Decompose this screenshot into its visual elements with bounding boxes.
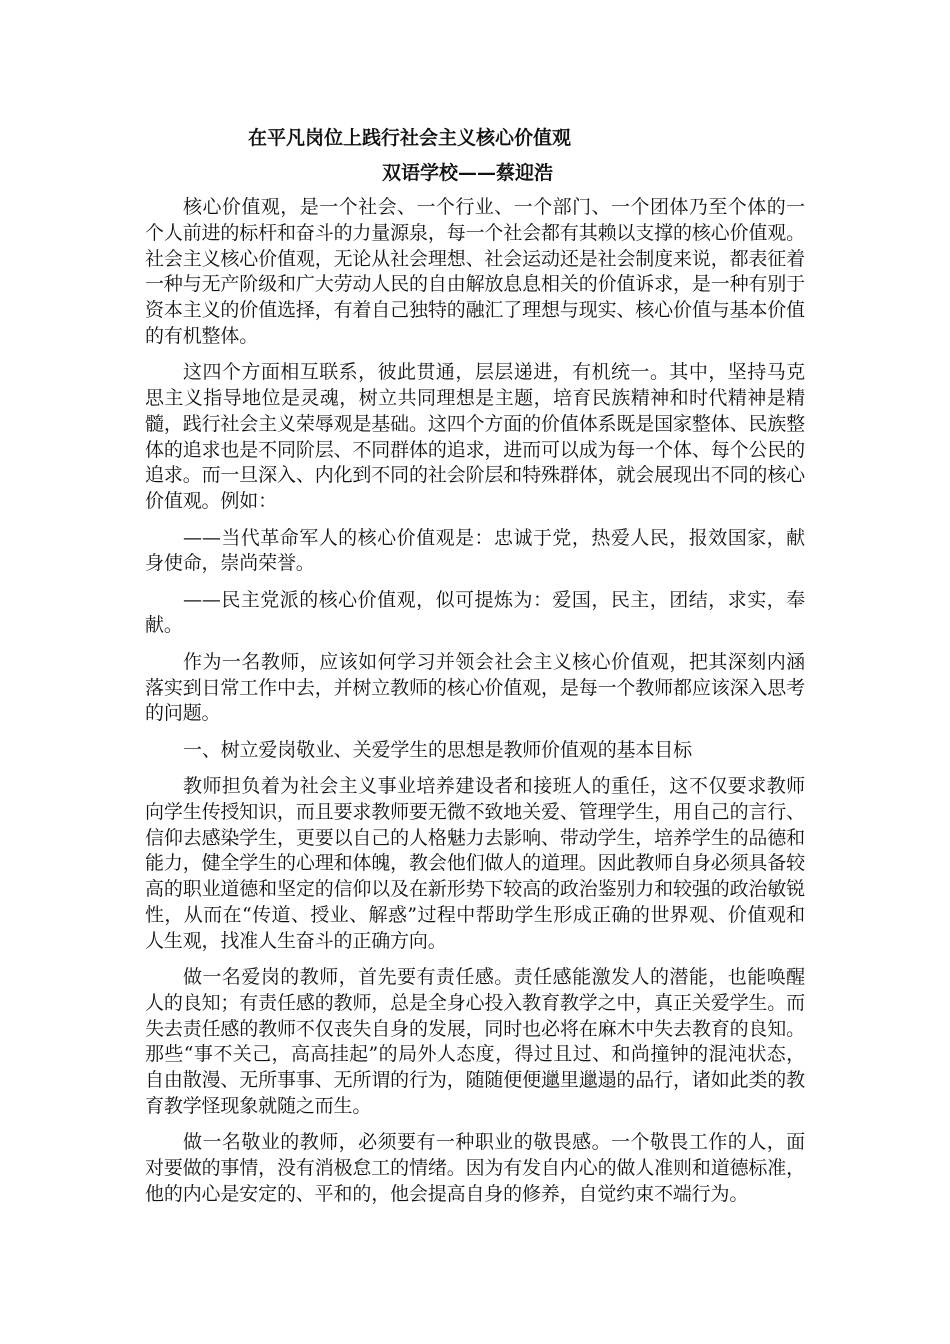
document-body xyxy=(145,195,805,1218)
document-title: 在平凡岗位上践行社会主义核心价值观 xyxy=(248,127,572,149)
paragraph: ——当代革命军人的核心价值观是：忠诚于党，热爱人民，报效国家，献身使命，崇尚荣誉。 xyxy=(145,526,805,575)
paragraph: 教师担负着为社会主义事业培养建设者和接班人的重任，这不仅要求教师向学生传授知识，而且要求教师要无微不致地关爱、管理学生，用自己的言行、信仰去感染学生，更要以自己的人格魅力去影响、带动学生，培养学生的品德和能力，健全学生的心理和体魄，教会他们做人的道理。因此教师自身必须具备较高的职业道德和坚定的信仰以及在新形势下较高的政治鉴别力和较强的政治敏锐性，从而在“传道、授业、解惑”过程中帮助学生形成正确的世界观、价值观和人生观，找准人生奋斗的正确方向。 xyxy=(145,774,805,952)
section-heading: 一、树立爱岗敬业、关爱学生的思想是教师价值观的基本目标 xyxy=(183,738,692,761)
paragraph: 做一名敬业的教师，必须要有一种职业的敬畏感。一个敬畏工作的人，面对要做的事情，没有消极怠工的情绪。因为有发自内心的做人准则和道德标准，他的内心是安定的、平和的，他会提高自身的修养，自觉约束不端行为。 xyxy=(145,1131,805,1205)
paragraph: 作为一名教师，应该如何学习并领会社会主义核心价值观，把其深刻内涵落实到日常工作中去，并树立教师的核心价值观，是每一个教师都应该深入思考的问题。 xyxy=(145,650,805,725)
paragraph: 这四个方面相互联系，彼此贯通，层层递进，有机统一。其中，坚持马克思主义指导地位是灵魂，树立共同理想是主题，培育民族精神和时代精神是精髓，践行社会主义荣辱观是基础。这四个方面的价值体系既是国家整体、民族整体的追求也是不同阶层、不同群体的追求，进而可以成为每一个体、每个公民的追求。而一旦深入、内化到不同的社会阶层和特殊群体，就会展现出不同的核心价值观。例如： xyxy=(145,361,805,513)
paragraph: 做一名爱岗的教师，首先要有责任感。责任感能激发人的潜能，也能唤醒人的良知；有责任感的教师，总是全身心投入教育教学之中，真正关爱学生。而失去责任感的教师不仅丧失自身的发展，同时也必将在麻木中失去教育的良知。那些“事不关己，高高挂起”的局外人态度，得过且过、和尚撞钟的混沌状态，自由散漫、无所事事、无所谓的行为，随随便便邋里邋遢的品行，诸如此类的教育教学怪现象就随之而生。 xyxy=(145,966,805,1117)
paragraph: 核心价值观，是一个社会、一个行业、一个部门、一个团体乃至个体的一个人前进的标杆和奋斗的力量源泉，每一个社会都有其赖以支撑的核心价值观。社会主义核心价值观，无论从社会理想、社会运动还是社会制度来说，都表征着一种与无产阶级和广大劳动人民的自由解放息息相关的价值诉求，是一种有别于资本主义的价值选择，有着自己独特的融汇了理想与现实、核心价值与基本价值的有机整体。 xyxy=(145,196,805,347)
paragraph: ——民主党派的核心价值观，似可提炼为：爱国，民主，团结，求实，奉献。 xyxy=(145,588,805,637)
document-author: 双语学校——蔡迎浩 xyxy=(382,162,554,184)
